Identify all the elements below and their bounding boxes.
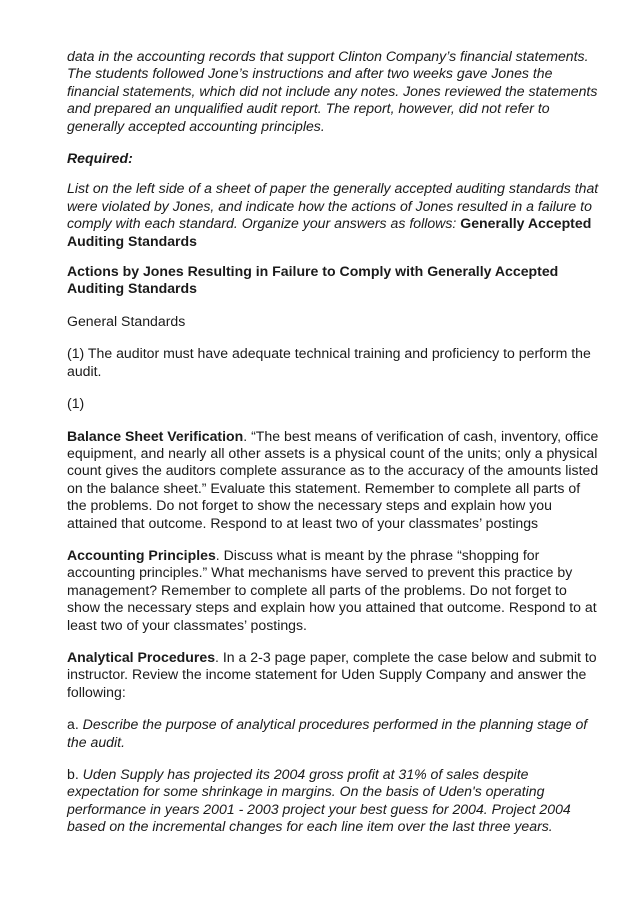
- accounting-principles-title: Accounting Principles: [67, 546, 216, 563]
- item-b-label: b.: [67, 766, 83, 782]
- analytical-procedures-title: Analytical Procedures: [67, 648, 216, 665]
- required-bold-tail: Generally Accepted Auditing Standards: [67, 215, 592, 249]
- item-b-text: Uden Supply has projected its 2004 gross profit at 31% of sales despite expectation for some shrinkage in margins. On the basis of Uden's operating performance in years 2001 - 2003 project your best guess for 2004. Project 2004 based on the incremental changes for each line item over the last three years.: [67, 766, 571, 835]
- required-text: List on the left side of a sheet of paper the generally accepted auditing standards that were violated by Jones, and indicate how the actions of Jones resulted in a failure to comply with each standard. Organize your answers as follows:: [67, 180, 599, 232]
- balance-sheet-title: Balance Sheet Verification: [67, 427, 244, 444]
- document-page: [67, 48, 602, 851]
- accounting-principles-text: . Discuss what is meant by the phrase “shopping for accounting principles.” What mechanisms have served to prevent this practice by management? Remember to complete all parts of the problems. Do not forget to show the necessary steps and explain how you attained that outcome. Respond to at least two of your classmates’ postings.: [67, 546, 597, 633]
- analytical-procedures-text: . In a 2-3 page paper, complete the case below and submit to instructor. Review the income statement for Uden Supply Company and answer the following:: [67, 648, 597, 700]
- general-standards: General Standards: [67, 312, 186, 329]
- required-heading: Required:: [67, 150, 133, 167]
- item-b-paragraph: [67, 766, 602, 836]
- item-a-text: Describe the purpose of analytical procedures performed in the planning stage of the audit.: [67, 716, 588, 750]
- balance-sheet-text: . “The best means of verification of cash, inventory, office equipment, and nearly all other assets is a physical count of the units; only a physical count gives the auditors complete assurance as to the accuracy of the amounts listed on the balance sheet.” Evaluate this statement. Remember to complete all parts of the problems. Do not forget to show the necessary steps and explain how you attained that outcome. Respond to at least two of your classmates’ postings: [67, 427, 599, 531]
- standard-1-short: (1): [67, 395, 85, 412]
- accounting-principles-paragraph: [67, 547, 602, 634]
- required-paragraph: [67, 180, 602, 250]
- intro-paragraph: data in the accounting records that support Clinton Company’s financial statements. The students followed Jone’s instructions and after two weeks gave Jones the financial statements, which did not include any notes. Jones reviewed the statements and prepared an unqualified audit report. The report, however, did not refer to generally accepted accounting principles.: [67, 48, 598, 134]
- standard-1: (1) The auditor must have adequate technical training and proficiency to perform the audit.: [67, 345, 591, 379]
- analytical-procedures-paragraph: [67, 649, 602, 701]
- item-a-label: a.: [67, 716, 83, 733]
- item-a-paragraph: [67, 716, 602, 751]
- balance-sheet-paragraph: [67, 428, 602, 532]
- actions-heading: Actions by Jones Resulting in Failure to Comply with Generally Accepted Auditing Standards: [67, 263, 559, 297]
